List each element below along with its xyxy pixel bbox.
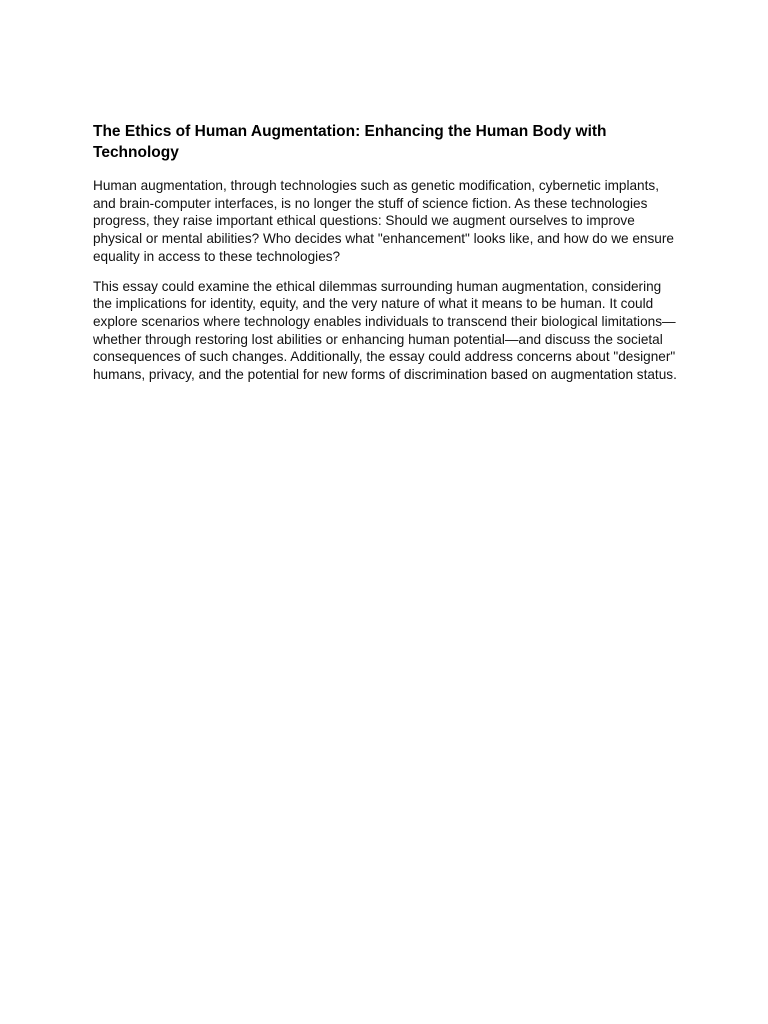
document-body bbox=[93, 121, 683, 396]
document-title: The Ethics of Human Augmentation: Enhancing the Human Body with Technology bbox=[93, 123, 607, 161]
paragraph-intro: Human augmentation, through technologies such as genetic modification, cybernetic implants, and brain-computer interfaces, is no longer the stuff of science fiction. As these technologies progress, they raise important ethical questions: Should we augment ourselves to improve physical or mental abilities? Who decides what "enhancement" looks like, and how do we ensure equality in access to these technologies? bbox=[93, 178, 674, 264]
paragraph-essay-scope: This essay could examine the ethical dilemmas surrounding human augmentation, considering the implications for identity, equity, and the very nature of what it means to be human. It could explore scenarios where technology enables individuals to transcend their biological limitations—whether through restoring lost abilities or enhancing human potential—and discuss the societal consequences of such changes. Additionally, the essay could address concerns about "designer" humans, privacy, and the potential for new forms of discrimination based on augmentation status. bbox=[93, 278, 677, 383]
